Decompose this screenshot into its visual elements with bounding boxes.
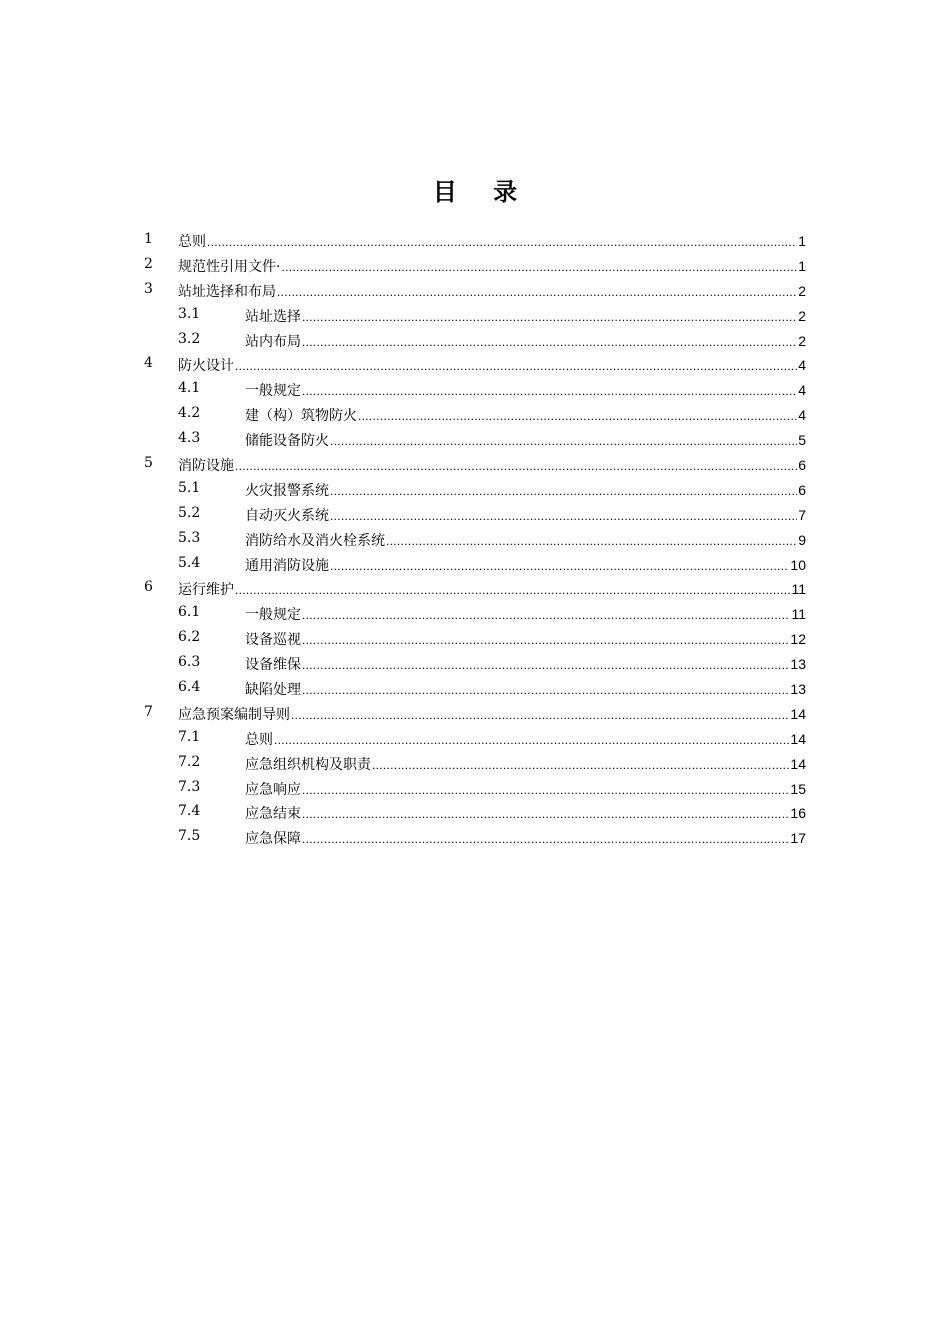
toc-entry-label: 应急响应	[245, 781, 301, 798]
toc-entry-number: 7.3	[178, 778, 201, 795]
toc-entry[interactable]	[0, 576, 950, 601]
toc-entry-page-number: 14	[790, 730, 806, 747]
toc-entry-number: 5.4	[178, 554, 201, 571]
toc-entry-page-number: 10	[790, 556, 806, 573]
toc-entry-label: 站址选择	[245, 308, 301, 325]
toc-dot-leader	[291, 708, 789, 722]
toc-entry-number: 6	[144, 579, 153, 596]
toc-entry-number: 6.2	[178, 629, 201, 646]
toc-entry[interactable]	[0, 800, 950, 825]
toc-entry-page-number: 16	[790, 805, 806, 822]
toc-entry[interactable]	[0, 502, 950, 527]
toc-dot-leader	[358, 409, 797, 423]
toc-dot-leader	[235, 583, 790, 597]
toc-entry[interactable]	[0, 477, 950, 502]
toc-entry[interactable]	[0, 402, 950, 427]
toc-entry-page-number: 9	[798, 531, 806, 548]
toc-entry[interactable]	[0, 452, 950, 477]
toc-entry-number: 7.2	[178, 753, 201, 770]
toc-entry-page-number: 13	[790, 656, 806, 673]
toc-dot-leader	[330, 559, 789, 573]
toc-entry-page-number: 15	[790, 780, 806, 797]
toc-entry-label: 自动灭火系统	[245, 507, 329, 524]
toc-entry-label: 应急组织机构及职责	[245, 756, 371, 773]
toc-entry-label: 总则	[245, 731, 273, 748]
toc-entry-label: 站内布局	[245, 333, 301, 350]
toc-dot-leader	[302, 335, 797, 349]
toc-entry-page-number: 6	[798, 481, 806, 498]
toc-entry-number: 3.2	[178, 330, 201, 347]
toc-entry-label: 应急预案编制导则	[178, 706, 290, 723]
toc-entry-label: 规范性引用文件·	[178, 258, 281, 275]
toc-dot-leader	[330, 509, 797, 523]
toc-dot-leader	[302, 608, 790, 622]
toc-entry-number: 5.2	[178, 504, 201, 521]
toc-entry[interactable]	[0, 726, 950, 751]
toc-entry-page-number: 1	[798, 233, 806, 249]
toc-entry-label: 消防给水及消火栓系统	[245, 532, 385, 549]
toc-entry-page-number: 1	[798, 257, 806, 274]
toc-entry-page-number: 13	[790, 681, 806, 698]
toc-entry-label: 应急结束	[245, 806, 301, 823]
toc-entry[interactable]	[0, 352, 950, 377]
toc-dot-leader	[386, 534, 797, 548]
toc-entry-label: 建（构）筑物防火	[245, 408, 357, 425]
toc-entry[interactable]	[0, 626, 950, 651]
toc-entry-page-number: 4	[798, 382, 806, 399]
toc-dot-leader	[330, 484, 797, 498]
table-of-contents	[0, 228, 950, 850]
toc-entry[interactable]	[0, 303, 950, 328]
toc-dot-leader	[302, 783, 789, 797]
toc-entry-number: 5	[144, 455, 153, 472]
toc-entry-number: 7.1	[178, 728, 201, 745]
toc-entry[interactable]	[0, 825, 950, 850]
toc-dot-leader	[277, 285, 797, 299]
toc-entry-label: 通用消防设施	[245, 557, 329, 574]
toc-dot-leader	[302, 658, 789, 672]
toc-entry[interactable]	[0, 601, 950, 626]
toc-entry-number: 6.1	[178, 604, 201, 621]
toc-entry-number: 4.3	[178, 430, 201, 447]
toc-dot-leader	[302, 384, 797, 398]
toc-entry-label: 一般规定	[245, 383, 301, 400]
toc-entry-label: 防火设计	[178, 358, 234, 375]
toc-entry-number: 4.2	[178, 405, 201, 422]
toc-entry-page-number: 2	[798, 282, 806, 299]
toc-entry[interactable]	[0, 527, 950, 552]
page-title: 目 录	[432, 178, 532, 206]
toc-entry[interactable]	[0, 278, 950, 303]
toc-entry-page-number: 6	[798, 457, 806, 474]
toc-entry-label: 储能设备防火	[245, 433, 329, 450]
toc-entry-label: 缺陷处理	[245, 682, 301, 699]
toc-entry-page-number: 4	[798, 357, 806, 374]
toc-entry-number: 3	[144, 280, 153, 297]
toc-entry-number: 1	[144, 231, 153, 247]
toc-entry-page-number: 11	[791, 606, 806, 623]
toc-entry[interactable]	[0, 427, 950, 452]
toc-dot-leader	[302, 683, 789, 697]
toc-entry-number: 4	[144, 355, 153, 372]
toc-entry-page-number: 14	[790, 705, 806, 722]
toc-entry[interactable]	[0, 228, 950, 253]
toc-entry-label: 总则	[178, 234, 206, 250]
toc-entry-page-number: 2	[798, 307, 806, 324]
toc-entry-number: 6.3	[178, 654, 201, 671]
toc-entry-label: 设备维保	[245, 657, 301, 674]
toc-entry-page-number: 11	[791, 581, 806, 598]
toc-entry-label: 应急保障	[245, 831, 301, 848]
toc-dot-leader	[235, 359, 797, 373]
toc-entry-number: 5.3	[178, 529, 201, 546]
toc-dot-leader	[281, 260, 797, 274]
toc-entry-page-number: 2	[798, 332, 806, 349]
toc-entry-label: 火灾报警系统	[245, 482, 329, 499]
toc-dot-leader	[302, 633, 789, 647]
toc-dot-leader	[302, 832, 789, 846]
toc-entry-label: 消防设施	[178, 458, 234, 475]
toc-entry-label: 站址选择和布局	[178, 283, 276, 300]
toc-entry[interactable]	[0, 552, 950, 577]
toc-dot-leader	[330, 434, 797, 448]
toc-entry-number: 6.4	[178, 679, 201, 696]
toc-entry-number: 4.1	[178, 380, 201, 397]
toc-dot-leader	[302, 310, 797, 324]
toc-entry-page-number: 14	[790, 755, 806, 772]
toc-dot-leader	[302, 807, 789, 821]
toc-entry-page-number: 12	[790, 631, 806, 648]
toc-dot-leader	[372, 758, 789, 772]
toc-entry-page-number: 17	[790, 830, 806, 847]
toc-entry[interactable]	[0, 776, 950, 801]
toc-entry-number: 7	[144, 703, 153, 720]
toc-dot-leader	[274, 733, 789, 747]
toc-entry[interactable]	[0, 651, 950, 676]
toc-entry[interactable]	[0, 253, 950, 278]
toc-entry-page-number: 5	[798, 432, 806, 449]
toc-entry[interactable]	[0, 328, 950, 353]
toc-entry-number: 7.4	[178, 803, 201, 820]
toc-entry[interactable]	[0, 676, 950, 701]
toc-entry-number: 2	[144, 255, 153, 272]
toc-entry-number: 3.1	[178, 305, 201, 322]
toc-dot-leader	[207, 235, 797, 249]
toc-entry[interactable]	[0, 701, 950, 726]
toc-entry-number: 5.1	[178, 479, 201, 496]
toc-entry-number: 7.5	[178, 828, 201, 845]
toc-entry[interactable]	[0, 751, 950, 776]
toc-entry-label: 一般规定	[245, 607, 301, 624]
toc-dot-leader	[235, 459, 797, 473]
toc-entry[interactable]	[0, 377, 950, 402]
toc-entry-page-number: 4	[798, 407, 806, 424]
toc-entry-page-number: 7	[798, 506, 806, 523]
toc-entry-label: 设备巡视	[245, 632, 301, 649]
toc-entry-label: 运行维护	[178, 582, 234, 599]
